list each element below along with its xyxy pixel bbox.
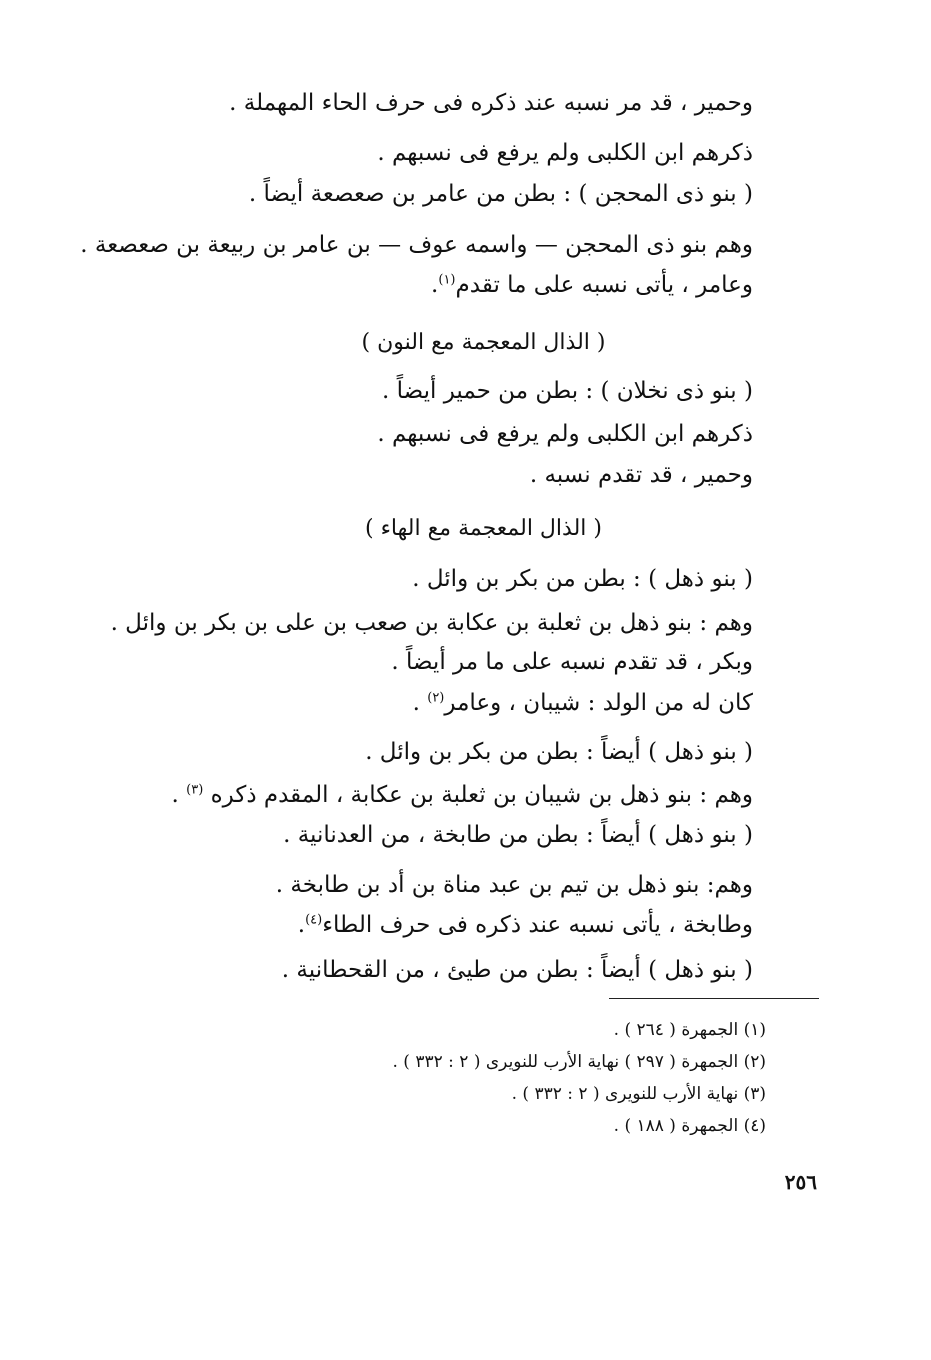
text-line — [431, 268, 753, 302]
text-line: وهم: بنو ذهل بن تيم بن عبد مناة بن أد بن طابخة . — [275, 872, 753, 898]
footnote-separator — [609, 998, 819, 999]
text-line: وحمير ، قد مر نسبه عند ذكره فى حرف الحاء المهملة . — [229, 90, 753, 116]
text-line — [298, 908, 753, 942]
text-line — [413, 686, 753, 720]
footnote-ref: (٣) — [186, 782, 204, 798]
footnote-ref: (٢) — [427, 690, 445, 706]
text-line-body: وطابخة ، يأتى نسبه عند ذكره فى حرف الطاء — [322, 912, 753, 938]
line-end-dot: . — [431, 272, 439, 298]
text-line: وحمير ، قد تقدم نسبه . — [529, 462, 753, 488]
entry-heading-line: ( بنو ذهل ) : بطن من بكر بن وائل . — [412, 566, 753, 592]
entry-heading-line: ( بنو ذهل ) أيضاً : بطن من طابخة ، من العدنانية . — [283, 822, 753, 848]
text-line-body: وعامر ، يأتى نسبه على ما تقدم — [455, 272, 753, 298]
text-line: ذكرهم ابن الكلبى ولم يرفع فى نسبهم . — [377, 140, 753, 166]
section-heading — [0, 326, 931, 360]
footnote: (٣) نهاية الأرب للنويرى ( ٢ : ٣٣٢ ) . — [511, 1084, 766, 1104]
text-line: ذكرهم ابن الكلبى ولم يرفع فى نسبهم . — [377, 421, 753, 447]
section-heading-text: ( الذال المعجمة مع النون ) — [361, 330, 606, 355]
text-line: وهم بنو ذى المحجن — واسمه عوف — بن عامر بن ربيعة بن صعصعة . — [80, 232, 753, 258]
footnote: (٤) الجمهرة ( ١٨٨ ) . — [613, 1116, 766, 1136]
text-line-body: كان له من الولد : شيبان ، وعامر — [444, 690, 753, 716]
entry-heading-line: ( بنو ذى نخلان ) : بطن من حمير أيضاً . — [382, 378, 753, 404]
section-heading — [0, 512, 931, 546]
text-line-body: وهم : بنو ذهل بن شيبان بن ثعلبة بن عكابة ، المقدم ذكره — [210, 782, 753, 808]
line-end-dot: . — [297, 912, 306, 938]
footnote-ref: (١) — [438, 272, 456, 288]
entry-heading-line: ( بنو ذى المحجن ) : بطن من عامر بن صعصعة أيضاً . — [248, 181, 753, 207]
text-line — [172, 778, 753, 812]
page-number: ٢٥٦ — [784, 1170, 817, 1194]
section-heading-text: ( الذال المعجمة مع الهاء ) — [365, 516, 602, 541]
footnote: (٢) الجمهرة ( ٢٩٧ ) نهاية الأرب للنويرى ( ٢ : ٣٣٢ ) . — [392, 1052, 766, 1072]
line-end-dot: . — [412, 690, 420, 716]
footnote-ref: (٤) — [305, 912, 323, 928]
entry-heading-line: ( بنو ذهل ) أيضاً : بطن من بكر بن وائل . — [365, 739, 753, 765]
text-line: وهم : بنو ذهل بن ثعلبة بن عكابة بن صعب بن على بن بكر بن وائل . — [110, 610, 753, 636]
line-end-dot: . — [171, 782, 179, 808]
entry-heading-line: ( بنو ذهل ) أيضاً : بطن من طيئ ، من القحطانية . — [281, 957, 753, 983]
footnote: (١) الجمهرة ( ٢٦٤ ) . — [613, 1020, 766, 1040]
text-line: وبكر ، قد تقدم نسبه على ما مر أيضاً . — [391, 649, 753, 675]
